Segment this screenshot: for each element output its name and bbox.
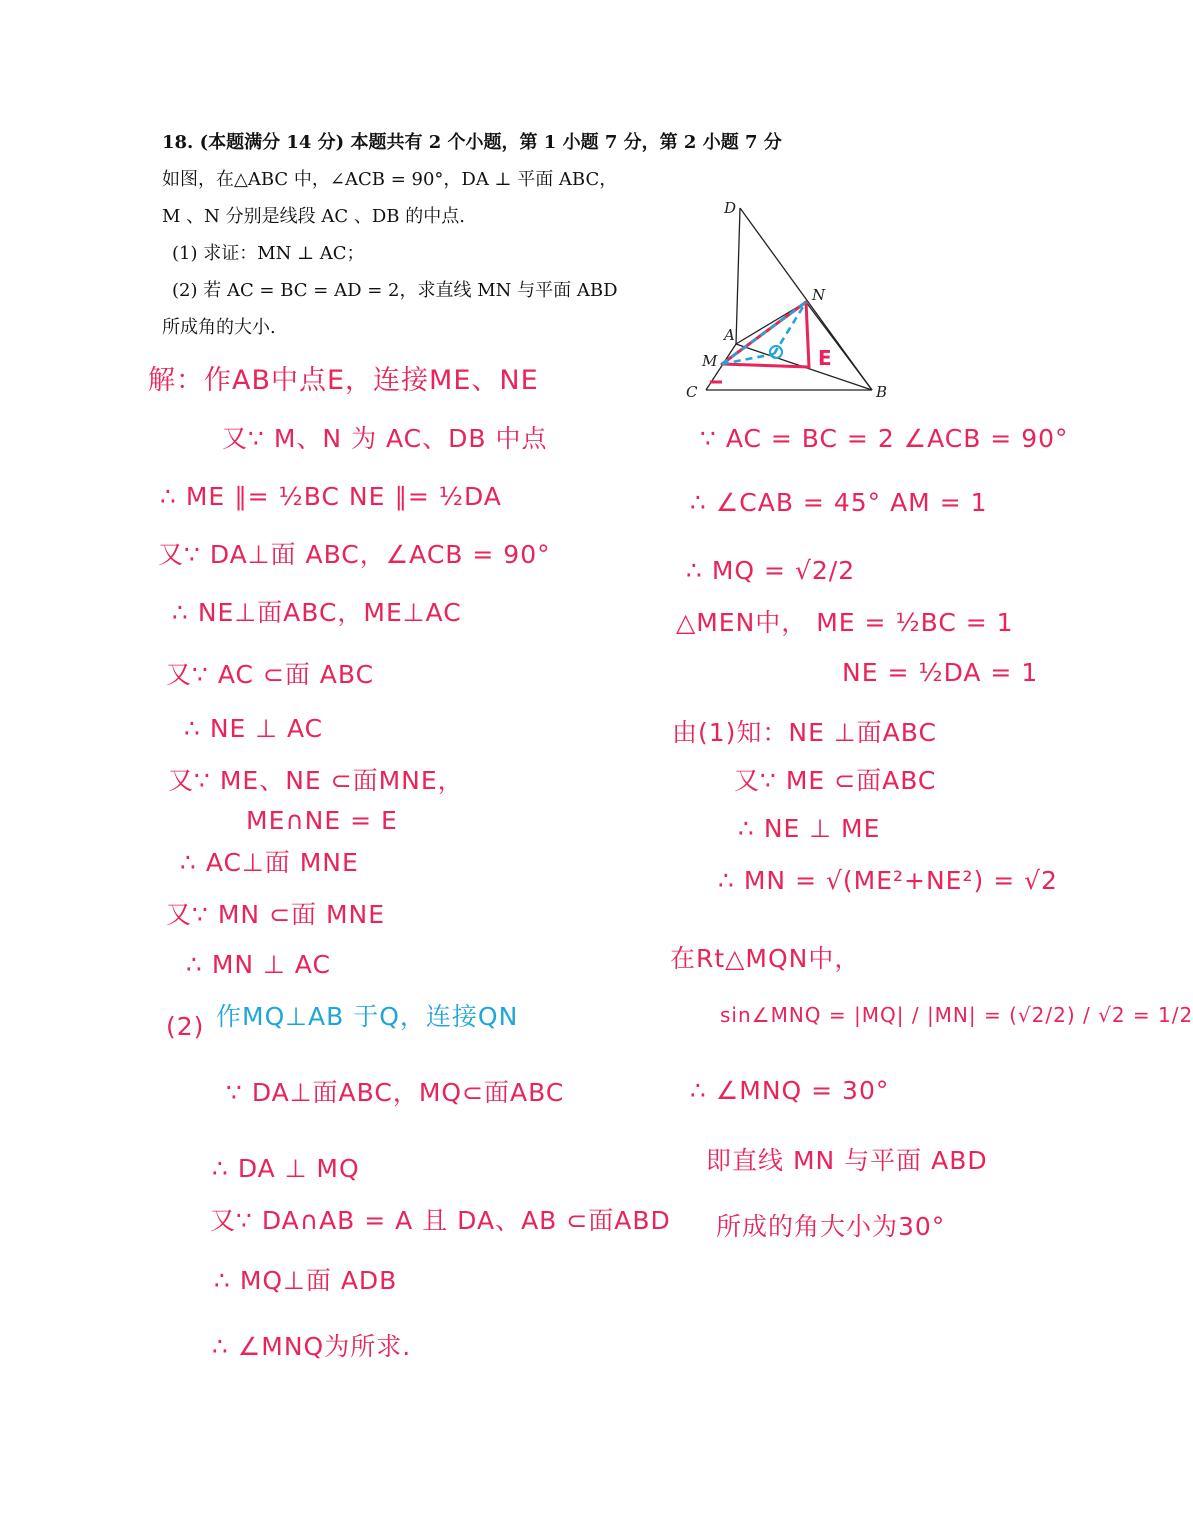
label-A: A [724,326,735,344]
solution-line-9: ME∩NE = E [246,806,398,835]
question-2-continued: 所成角的大小. [162,317,276,338]
right-line-6: 由(1)知：NE ⊥面ABC [672,718,937,747]
right-line-8: ∴ NE ⊥ ME [738,814,881,843]
part-2-line-2: ∴ DA ⊥ MQ [212,1154,360,1183]
label-M: M [702,352,718,370]
part-2-construction: 作MQ⊥AB 于Q，连接QN [216,1002,519,1031]
right-line-3: ∴ MQ = √2/2 [686,556,856,585]
right-line-7: 又∵ ME ⊂面ABC [734,766,937,795]
right-line-13: 即直线 MN 与平面 ABD [706,1146,988,1175]
solution-line-11: 又∵ MN ⊂面 MNE [166,900,386,929]
solution-line-4: 又∵ DA⊥面 ABC，∠ACB = 90° [158,540,551,569]
solution-line-5: ∴ NE⊥面ABC，ME⊥AC [172,598,462,627]
solution-line-6: 又∵ AC ⊂面 ABC [166,660,375,689]
part-2-line-1: ∵ DA⊥面ABC，MQ⊂面ABC [226,1078,565,1107]
problem-line-2: M 、N 分别是线段 AC 、DB 的中点. [162,206,465,227]
solution-line-7: ∴ NE ⊥ AC [184,714,324,743]
label-N: N [812,286,826,304]
label-D: D [724,199,737,217]
label-E: E [818,346,832,370]
part-2-label: (2) [166,1012,205,1041]
solution-line-12: ∴ MN ⊥ AC [186,950,331,979]
question-1: (1) 求证：MN ⊥ AC； [172,243,365,264]
right-line-10: 在Rt△MQN中， [670,944,861,973]
right-line-12: ∴ ∠MNQ = 30° [690,1076,890,1105]
question-2: (2) 若 AC = BC = AD = 2，求直线 MN 与平面 ABD [172,280,618,301]
right-line-11: sin∠MNQ = |MQ| / |MN| = (√2/2) / √2 = 1/2 [720,1003,1193,1027]
solution-line-2: 又∵ M、N 为 AC、DB 中点 [222,424,548,453]
part-2-line-3: 又∵ DA∩AB = A 且 DA、AB ⊂面ABD [210,1206,671,1235]
part-2-line-5: ∴ ∠MNQ为所求. [212,1332,412,1361]
right-line-4: △MEN中， ME = ½BC = 1 [676,608,1014,637]
right-line-5: NE = ½DA = 1 [842,658,1039,687]
edge-DA [736,208,740,344]
right-line-1: ∵ AC = BC = 2 ∠ACB = 90° [700,424,1069,453]
geometry-figure [676,196,906,410]
right-line-14: 所成的角大小为30° [716,1212,946,1241]
solution-line-10: ∴ AC⊥面 MNE [180,848,359,877]
right-line-9: ∴ MN = √(ME²+NE²) = √2 [718,866,1058,895]
problem-header: 18. (本题满分 14 分) 本题共有 2 个小题，第 1 小题 7 分，第 2 小题 7 分 [162,132,782,153]
triangle-MEN [722,302,809,367]
problem-line-1: 如图，在△ABC 中，∠ACB = 90°，DA ⊥ 平面 ABC， [162,169,618,190]
edge-NB [806,302,872,390]
label-B: B [876,383,888,401]
right-line-2: ∴ ∠CAB = 45° AM = 1 [690,488,988,517]
part-2-line-4: ∴ MQ⊥面 ADB [214,1266,398,1295]
label-C: C [686,383,698,401]
solution-line-3: ∴ ME ∥= ½BC NE ∥= ½DA [160,482,502,511]
solution-line-1: 解：作AB中点E，连接ME、NE [148,365,539,396]
solution-line-8: 又∵ ME、NE ⊂面MNE， [168,766,464,795]
